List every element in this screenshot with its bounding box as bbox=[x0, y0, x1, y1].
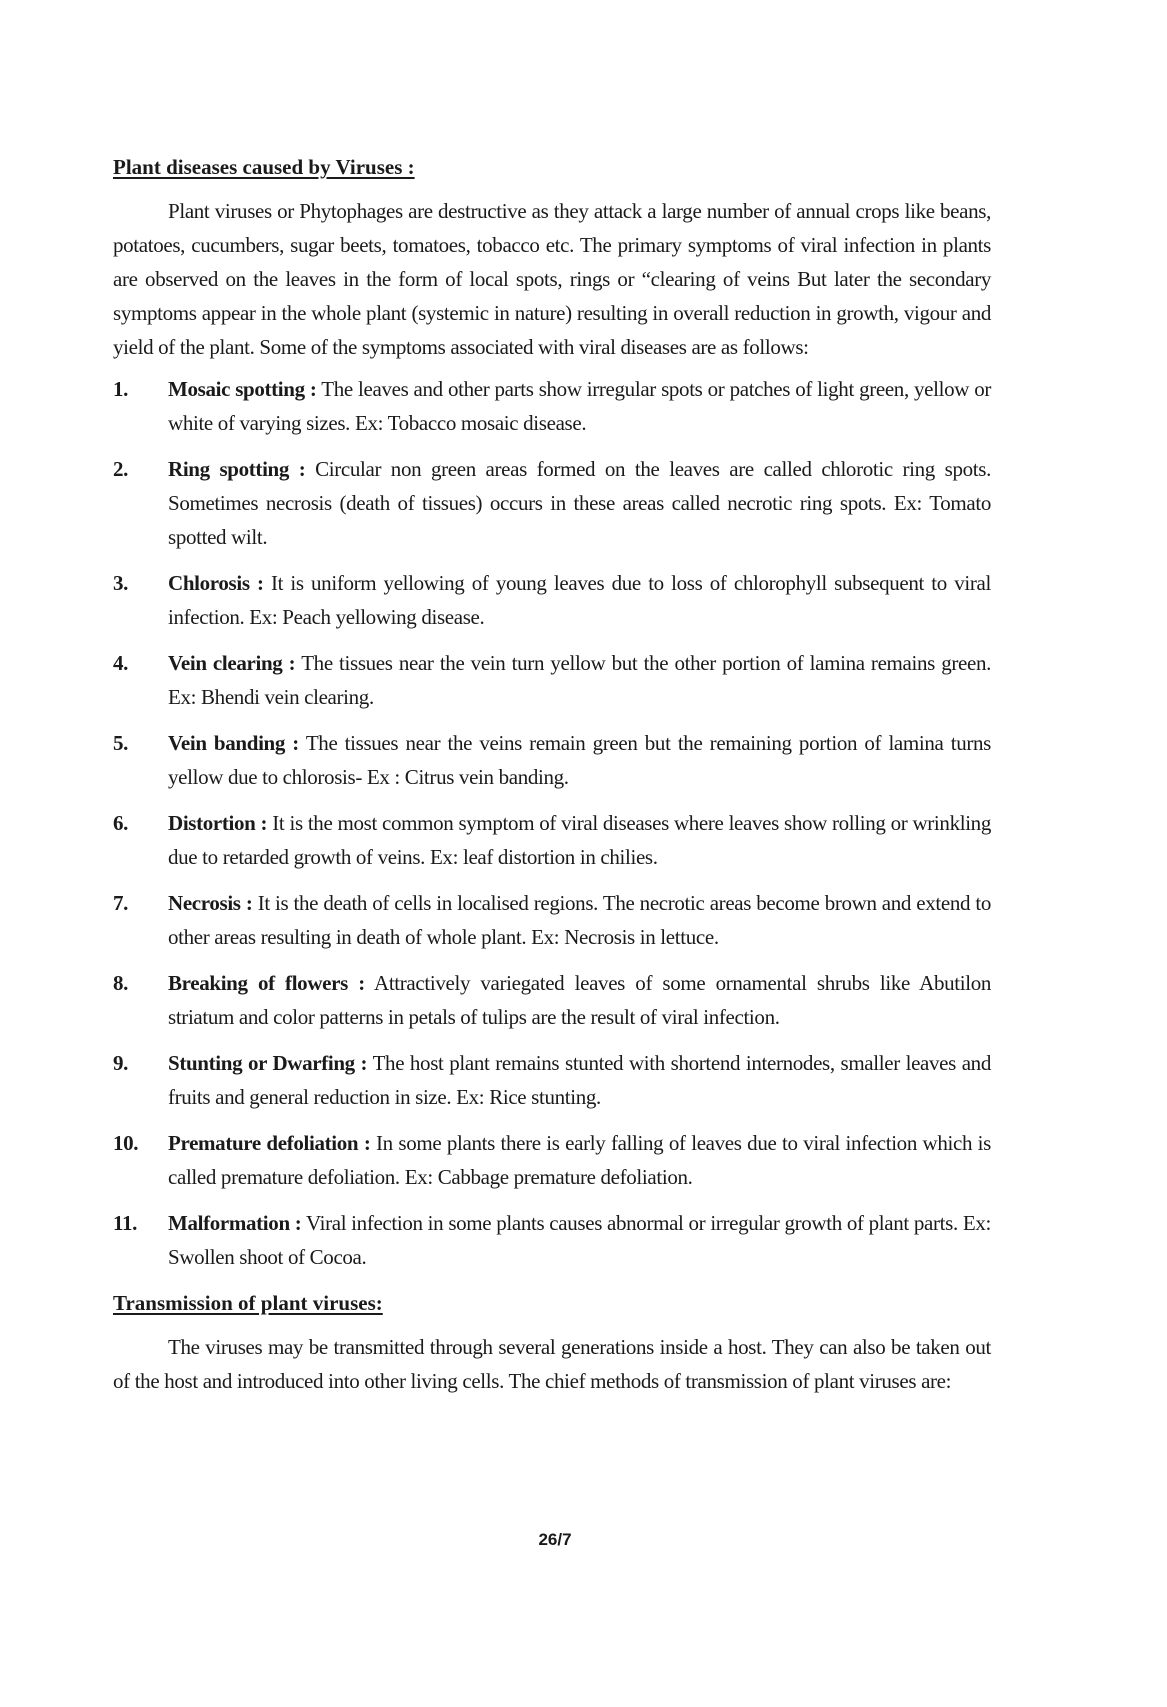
item-text bbox=[168, 1126, 991, 1194]
item-term: Chlorosis : bbox=[168, 571, 264, 595]
item-description: It is the most common symptom of viral diseases where leaves show rolling or wrinkling due to retarded growth of veins. Ex: leaf distortion in chilies. bbox=[168, 811, 991, 869]
transmission-paragraph: The viruses may be transmitted through several generations inside a host. They can also be taken out of the host and introduced into other living cells. The chief methods of transmission of plant viruses are: bbox=[113, 1335, 991, 1393]
item-description: Attractively variegated leaves of some ornamental shrubs like Abutilon striatum and color patterns in petals of tulips are the result of viral infection. bbox=[168, 971, 992, 1029]
list-item bbox=[113, 646, 991, 714]
section-heading-transmission: Transmission of plant viruses: bbox=[113, 1291, 383, 1315]
item-number: 2. bbox=[113, 457, 129, 481]
item-description: The host plant remains stunted with shortend internodes, smaller leaves and fruits and general reduction in size. Ex: Rice stunting. bbox=[168, 1051, 991, 1109]
item-term: Premature defoliation : bbox=[168, 1131, 371, 1155]
item-number: 9. bbox=[113, 1051, 129, 1075]
item-number: 7. bbox=[113, 891, 129, 915]
item-term: Stunting or Dwarfing : bbox=[168, 1051, 368, 1075]
document-page bbox=[113, 150, 991, 1398]
item-number: 1. bbox=[113, 377, 129, 401]
section-heading-viruses: Plant diseases caused by Viruses : bbox=[113, 155, 415, 179]
item-description: The leaves and other parts show irregular spots or patches of light green, yellow or white of varying sizes. Ex: Tobacco mosaic disease. bbox=[168, 377, 991, 435]
item-text bbox=[168, 966, 991, 1034]
item-term: Mosaic spotting : bbox=[168, 377, 317, 401]
item-term: Necrosis : bbox=[168, 891, 253, 915]
item-text bbox=[168, 886, 991, 954]
item-text bbox=[168, 646, 991, 714]
item-text bbox=[168, 726, 991, 794]
item-description: The tissues near the veins remain green but the remaining portion of lamina turns yellow due to chlorosis- Ex : Citrus vein banding. bbox=[168, 731, 992, 789]
symptoms-list bbox=[113, 372, 991, 1274]
list-item bbox=[113, 1046, 991, 1114]
list-item bbox=[113, 726, 991, 794]
item-text bbox=[168, 452, 991, 554]
item-term: Breaking of flowers : bbox=[168, 971, 365, 995]
item-number: 11. bbox=[113, 1211, 138, 1235]
list-item bbox=[113, 806, 991, 874]
item-text bbox=[168, 1046, 991, 1114]
list-item bbox=[113, 1206, 991, 1274]
list-item bbox=[113, 566, 991, 634]
item-description: Viral infection in some plants causes abnormal or irregular growth of plant parts. Ex: Swollen shoot of Cocoa. bbox=[168, 1211, 991, 1269]
list-item bbox=[113, 966, 991, 1034]
list-item bbox=[113, 372, 991, 440]
item-term: Distortion : bbox=[168, 811, 268, 835]
item-description: It is uniform yellowing of young leaves due to loss of chlorophyll subsequent to viral infection. Ex: Peach yellowing disease. bbox=[168, 571, 991, 629]
list-item bbox=[113, 1126, 991, 1194]
item-term: Ring spotting : bbox=[168, 457, 306, 481]
item-term: Malformation : bbox=[168, 1211, 302, 1235]
list-item bbox=[113, 452, 991, 554]
intro-paragraph: Plant viruses or Phytophages are destructive as they attack a large number of annual crops like beans, potatoes, cucumbers, sugar beets, tomatoes, tobacco etc. The primary symptoms of viral infection in plants are observed on the leaves in the form of local spots, rings or “clearing of veins But later the secondary symptoms appear in the whole plant (systemic in nature) resulting in overall reduction in growth, vigour and yield of the plant. Some of the symptoms associated with viral diseases are as follows: bbox=[113, 199, 991, 359]
list-item bbox=[113, 886, 991, 954]
item-text bbox=[168, 806, 991, 874]
page-number: 26/7 bbox=[538, 1530, 572, 1549]
item-description: In some plants there is early falling of leaves due to viral infection which is called premature defoliation. Ex: Cabbage premature defoliation. bbox=[168, 1131, 991, 1189]
item-description: Circular non green areas formed on the leaves are called chlorotic ring spots. Sometimes necrosis (death of tissues) occurs in these areas called necrotic ring spots. Ex: Tomato spotted wilt. bbox=[168, 457, 991, 549]
item-text bbox=[168, 1206, 991, 1274]
item-number: 10. bbox=[113, 1131, 139, 1155]
item-number: 8. bbox=[113, 971, 129, 995]
item-number: 6. bbox=[113, 811, 129, 835]
item-number: 5. bbox=[113, 731, 129, 755]
item-number: 3. bbox=[113, 571, 129, 595]
item-description: It is the death of cells in localised regions. The necrotic areas become brown and extend to other areas resulting in death of whole plant. Ex: Necrosis in lettuce. bbox=[168, 891, 992, 949]
item-term: Vein banding : bbox=[168, 731, 299, 755]
item-number: 4. bbox=[113, 651, 129, 675]
item-description: The tissues near the vein turn yellow but the other portion of lamina remains green. Ex: Bhendi vein clearing. bbox=[168, 651, 991, 709]
item-text bbox=[168, 566, 991, 634]
item-text bbox=[168, 372, 991, 440]
item-term: Vein clearing : bbox=[168, 651, 296, 675]
